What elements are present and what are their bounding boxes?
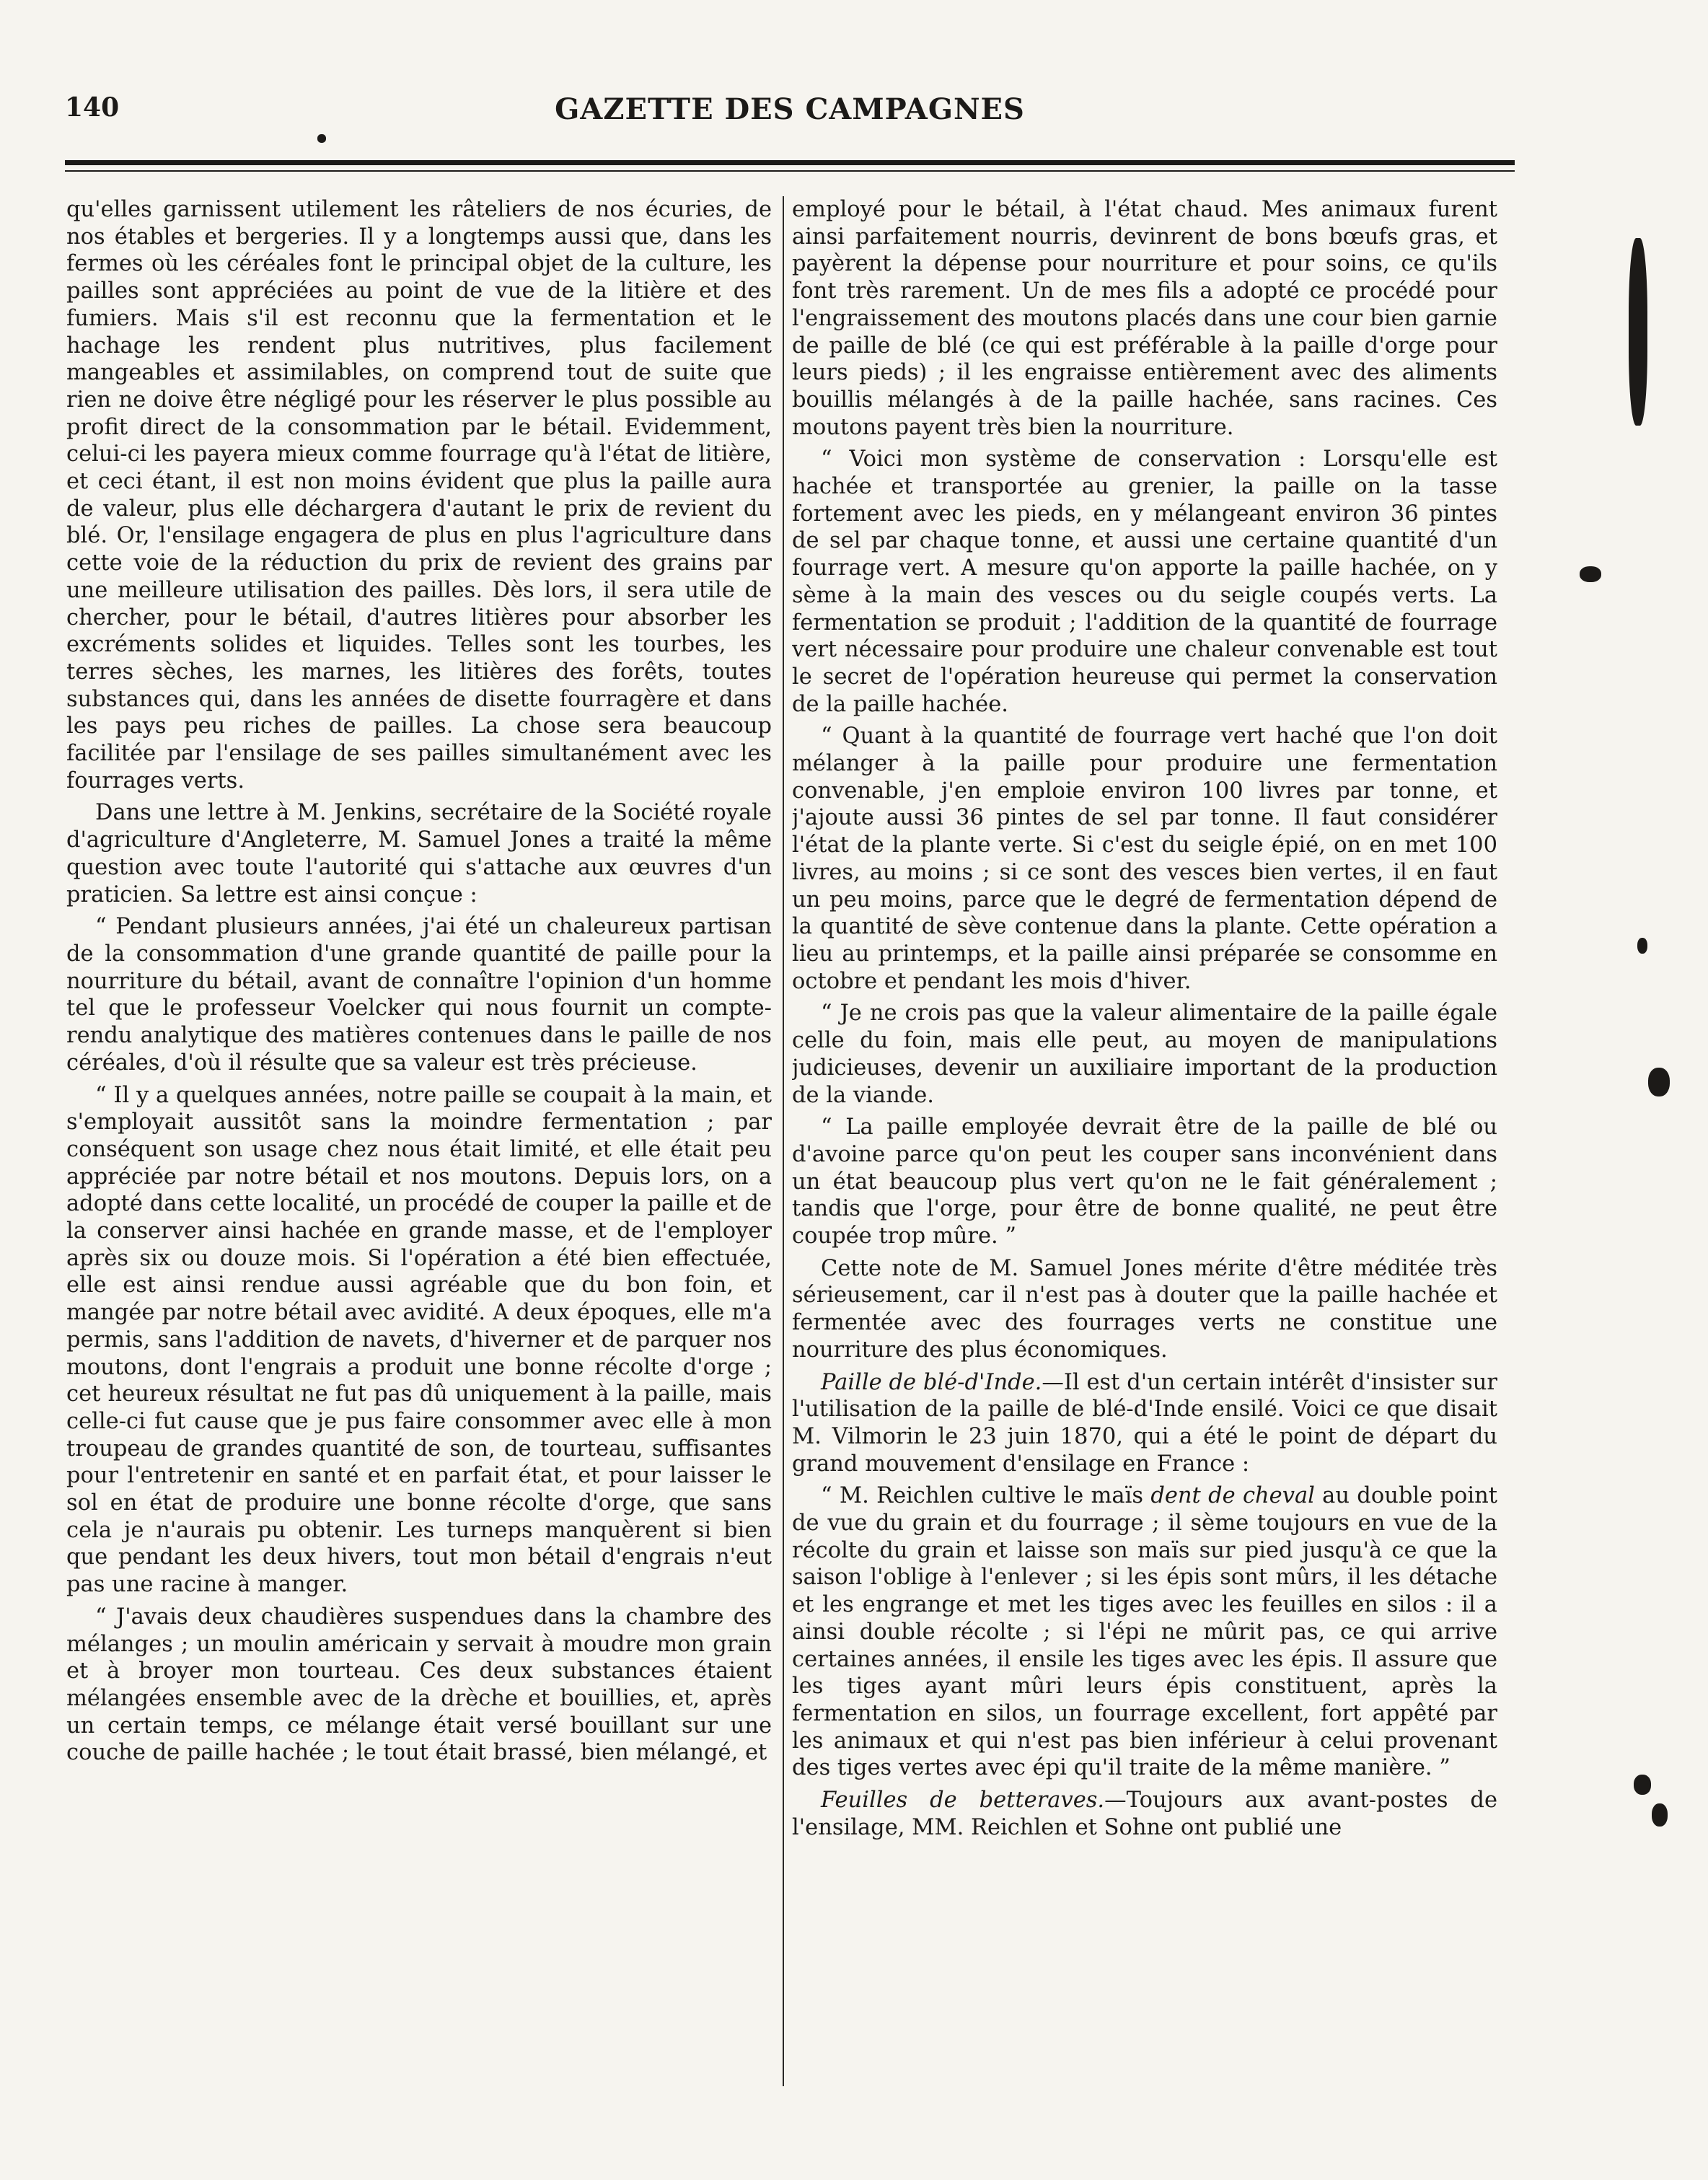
paragraph: Dans une lettre à M. Jenkins, secrétaire de la Société royale d'agriculture d'Angleterre, M. Samuel Jones a traité la même question avec toute l'autorité qui s'attache aux œuvres d'un praticien. Sa lettre est ainsi conçue : (66, 800, 772, 907)
header-rule-thin (65, 170, 1515, 172)
ink-blot (1629, 238, 1647, 426)
section-paragraph (792, 1787, 1497, 1841)
quote-paragraph: “ Je ne crois pas que la valeur alimentaire de la paille égale celle du foin, mais elle peut, au moyen de manipulations judicieuses, devenir un auxiliaire important de la production de la viande. (792, 1001, 1497, 1108)
left-column (66, 196, 772, 2108)
section-heading: Paille de blé-d'Inde. (821, 1369, 1042, 1395)
paragraph: employé pour le bétail, à l'état chaud. Mes animaux furent ainsi parfaitement nourris, devinrent de bons bœufs gras, et payèrent la dépense pour nourriture et pour soins, ce qu'ils font très rarement. Un de mes fils a adopté ce procédé pour l'engraissement des moutons placés dans une cour bien garnie de paille de blé (ce qui est préférable à la paille d'orge pour leurs pieds) ; il les engraisse entièrement avec des aliments bouillis mélangés à de la paille hachée, sans racines. Ces moutons payent très bien la nourriture. (792, 197, 1497, 440)
section-heading: Feuilles de betteraves. (821, 1788, 1105, 1814)
paragraph: qu'elles garnissent utilement les râteliers de nos écuries, de nos étables et bergeries. Il y a longtemps aussi que, dans les fermes où les céréales font le principal objet de la culture, les pailles sont appréciées au point de vue de la litière et des fumiers. Mais s'il est reconnu que la fermentation et le hachage les rendent plus nutritives, plus facilement mangeables et assimilables, on comprend tout de suite que rien ne doive être négligé pour les réserver le plus possible au profit direct de la consommation par le bétail. Evidemment, celui-ci les payera mieux comme fourrage qu'à l'état de litière, et ceci étant, il est non moins évident que plus la paille aura de valeur, plus elle déchargera d'autant le prix de revient du blé. Or, l'ensilage engagera de plus en plus l'agriculture dans cette voie de la réduction du prix de revient des grains par une meilleure utilisation des pailles. Dès lors, il sera utile de chercher, pour le bétail, d'autres litières pour absorber les excréments solides et liquides. Telles sont les tourbes, les terres sèches, les marnes, les litières des forêts, toutes substances qui, dans les années de disette fourragère et dans les pays peu riches de pailles. La chose sera beaucoup facilitée par l'ensilage de ses pailles simultanément avec les fourrages verts. (66, 197, 772, 794)
quote-paragraph: “ Voici mon système de conservation : Lorsqu'elle est hachée et transportée au grenier, la paille on la tasse fortement avec les pieds, en y mélangeant environ 36 pintes de sel par chaque tonne, et aussi une certaine quantité d'un fourrage vert. A mesure qu'on apporte la paille hachée, on y sème à la main des vesces ou du seigle coupés verts. La fermentation se produit ; l'addition de la quantité de fourrage vert nécessaire pour produire une chaleur convenable est tout le secret de l'opération heureuse qui permet la conservation de la paille hachée. (792, 447, 1497, 717)
page-header (65, 92, 1515, 136)
ink-blot (1652, 1803, 1668, 1827)
ink-blot (1637, 938, 1647, 954)
paragraph: Cette note de M. Samuel Jones mérite d'être méditée très sérieusement, car il n'est pas à douter que la paille hachée et fermentée avec des fourrages verts ne constitue une nourriture des plus économiques. (792, 1255, 1497, 1363)
quote-paragraph: “ Pendant plusieurs années, j'ai été un chaleureux partisan de la consommation d'une grande quantité de paille pour la nourriture du bétail, avant de connaître l'opinion d'un homme tel que le professeur Voelcker qui nous fournit un compte-rendu analytique des matières contenues dans le paille de nos céréales, d'où il résulte que sa valeur est très précieuse. (66, 914, 772, 1076)
section-text: —Toujours aux avant-postes de l'ensilage, MM. Reichlen et Sohne ont publié une (792, 1788, 1497, 1840)
quote-text: “ M. Reichlen cultive le maïs (821, 1483, 1151, 1509)
ink-dot (317, 134, 326, 143)
variety-name: dent de cheval (1150, 1483, 1315, 1509)
section-text: —Il est d'un certain intérêt d'insister sur l'utilisation de la paille de blé-d'Inde ensilé. Voici ce que disait M. Vilmorin le 23 juin 1870, qui a été le point de départ du grand mouvement d'ensilage en France : (792, 1369, 1497, 1477)
quote-paragraph: “ Il y a quelques années, notre paille se coupait à la main, et s'employait aussitôt sans la moindre fermentation ; par conséquent son usage chez nous était limité, et elle était peu appréciée par notre bétail et nos moutons. Depuis lors, on a adopté dans cette localité, un procédé de couper la paille et de la conserver ainsi hachée en grande masse, et de l'employer après six ou douze mois. Si l'opération a été bien effectuée, elle est ainsi rendue aussi agréable que du bon foin, et mangée par notre bétail avec avidité. A deux époques, elle m'a permis, sans l'addition de navets, d'hiverner et de parquer nos moutons, dont l'engrais a produit une bonne récolte d'orge ; cet heureux résultat ne fut pas dû uniquement à la paille, mais celle-ci fut cause que je pus faire consommer avec elle à mon troupeau de grandes quantité de son, de tourteau, suffisantes pour l'entretenir en santé et en parfait état, et pour laisser le sol en état de produire une bonne récolte d'orge, que sans cela je n'aurais pu obtenir. Les turneps manquèrent si bien que pendant les deux hivers, tout mon bétail d'engrais n'eut pas une racine à manger. (66, 1082, 772, 1598)
quote-paragraph: “ Quant à la quantité de fourrage vert haché que l'on doit mélanger à la paille pour produire une fermentation convenable, j'en emploie environ 100 livres par tonne, et j'ajoute aussi 36 pintes de sel par tonne. Il faut considérer l'état de la plante verte. Si c'est du seigle épié, on en met 100 livres, au moins ; si ce sont des vesces bien vertes, il en faut un peu moins, parce que le degré de fermentation dépend de la quantité de sève contenue dans la plante. Cette opération a lieu au printemps, et la paille ainsi préparée se consomme en octobre et pendant les mois d'hiver. (792, 724, 1497, 994)
ink-blot (1580, 566, 1601, 582)
ink-blot (1648, 1068, 1670, 1096)
header-rule-thick (65, 160, 1515, 165)
journal-title: GAZETTE DES CAMPAGNES (555, 92, 1025, 126)
ink-blot (1634, 1775, 1651, 1795)
page-number: 140 (65, 92, 120, 123)
right-column (792, 196, 1497, 2108)
quote-text: au double point de vue du grain et du fourrage ; il sème toujours en vue de la récolte du grain et laisse son maïs sur pied jusqu'à ce que la saison l'oblige à l'enlever ; si les épis sont mûrs, il les détache et les engrange et met les tiges avec les feuilles en silos : il a ainsi double récolte ; si l'épi ne mûrit pas, ce qui arrive certaines années, il ensile les tiges avec les épis. Il assure que les tiges ayant mûri leurs épis constituent, après la fermentation en silos, un fourrage excellent, fort appêté par les animaux et qui n'est pas bien inférieur à celui provenant des tiges vertes avec épi qu'il traite de la même manière. ” (792, 1483, 1497, 1781)
section-paragraph (792, 1369, 1497, 1478)
quote-paragraph: “ La paille employée devrait être de la paille de blé ou d'avoine parce qu'on peut les couper sans inconvénient dans un état beaucoup plus vert qu'on ne le fait généralement ; tandis que l'orge, pour être de bonne qualité, ne peut être coupée trop mûre. ” (792, 1115, 1497, 1249)
quote-paragraph (792, 1482, 1497, 1782)
column-divider (783, 196, 784, 2086)
quote-paragraph: “ J'avais deux chaudières suspendues dans la chambre des mélanges ; un moulin américain y servait à moudre mon grain et à broyer mon tourteau. Ces deux substances étaient mélangées ensemble avec de la drèche et bouillies, et, après un certain temps, ce mélange était versé bouillant sur une couche de paille hachée ; le tout était brassé, bien mélangé, et (66, 1604, 772, 1766)
